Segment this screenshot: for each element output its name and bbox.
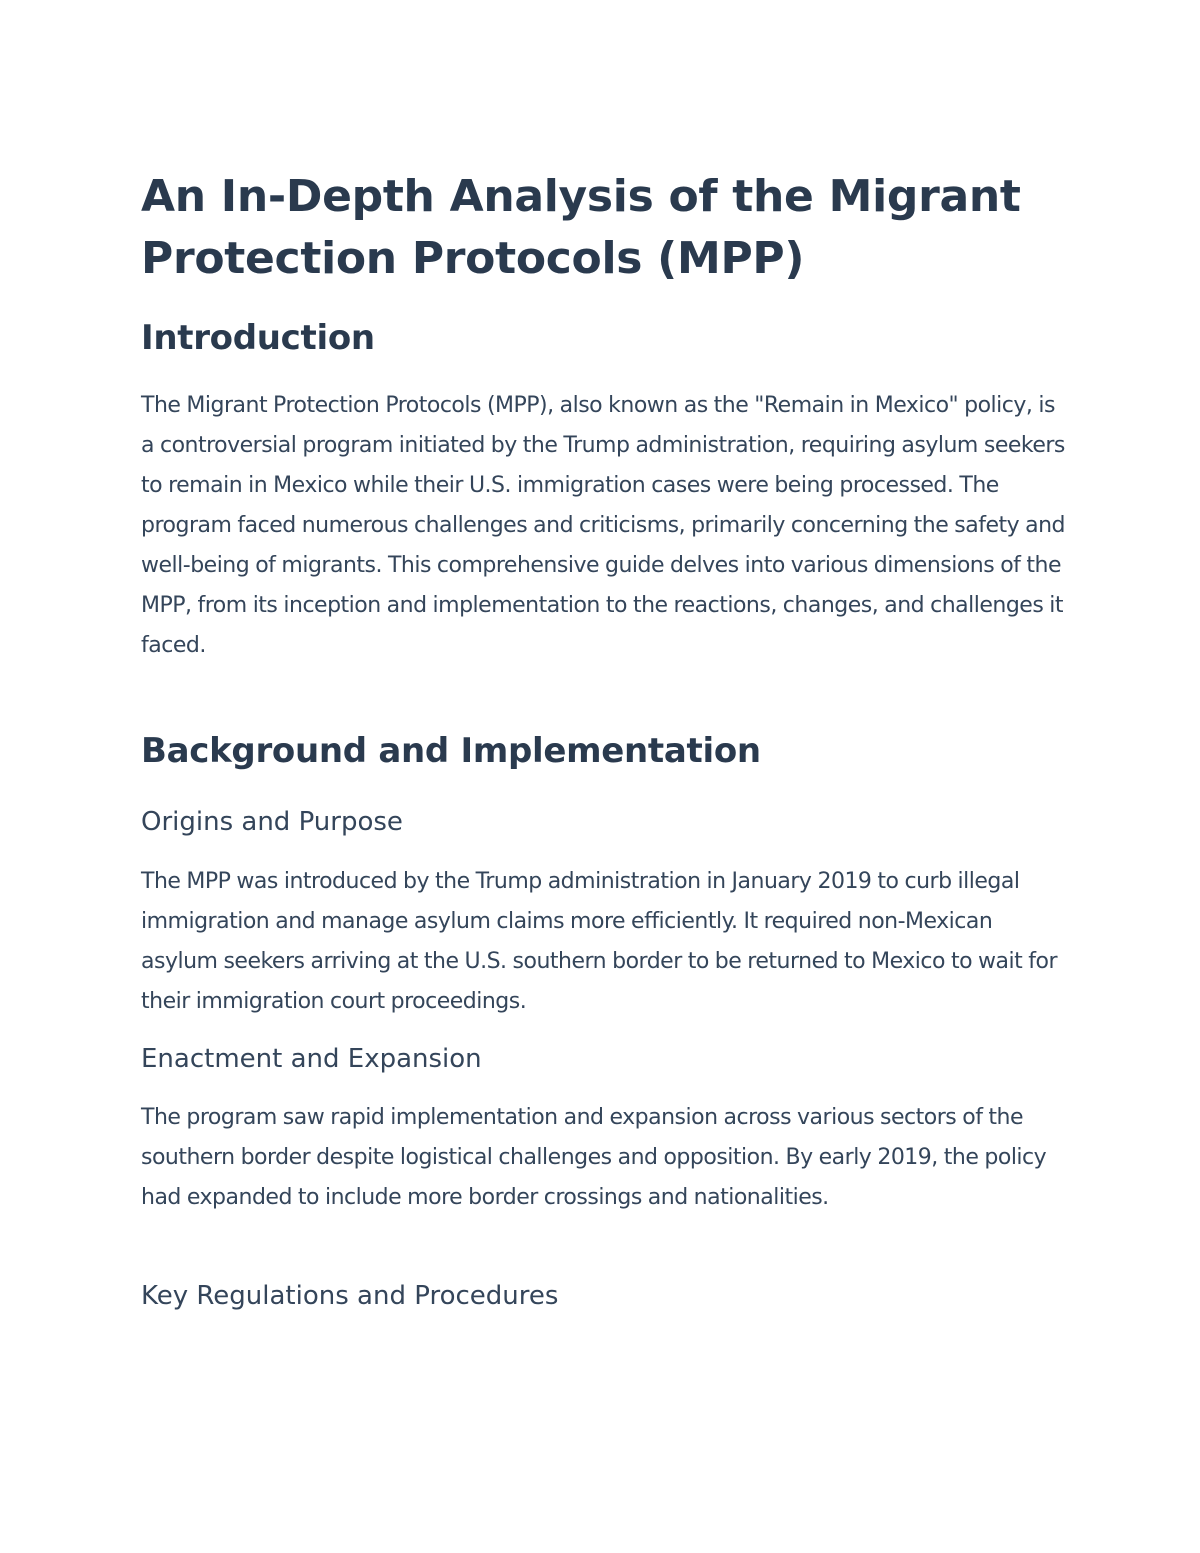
regulations-heading: Key Regulations and Procedures	[141, 1281, 559, 1311]
document-title: An In-Depth Analysis of the Migrant Protection Protocols (MPP)	[141, 171, 1021, 284]
introduction-heading: Introduction	[141, 318, 375, 358]
origins-paragraph: The MPP was introduced by the Trump administration in January 2019 to curb illegal immigration and manage asylum claims more efficiently. It required non-Mexican asylum seekers arriving at the U.S. southern border to be returned to Mexico to wait for their immigration court proceedings.	[141, 869, 1057, 1014]
introduction-paragraph: The Migrant Protection Protocols (MPP), also known as the "Remain in Mexico" policy, is a controversial program initiated by the Trump administration, requiring asylum seekers to remain in Mexico while their U.S. immigration cases were being processed. The program faced numerous challenges and criticisms, primarily concerning the safety and well-being of migrants. This comprehensive guide delves into various dimensions of the MPP, from its inception and implementation to the reactions, changes, and challenges it faced.	[141, 393, 1066, 658]
origins-heading: Origins and Purpose	[141, 807, 403, 837]
enactment-paragraph: The program saw rapid implementation and expansion across various sectors of the southern border despite logistical challenges and opposition. By early 2019, the policy had expanded to include more border crossings and nationalities.	[141, 1105, 1047, 1210]
background-heading: Background and Implementation	[141, 731, 761, 771]
enactment-heading: Enactment and Expansion	[141, 1044, 482, 1074]
